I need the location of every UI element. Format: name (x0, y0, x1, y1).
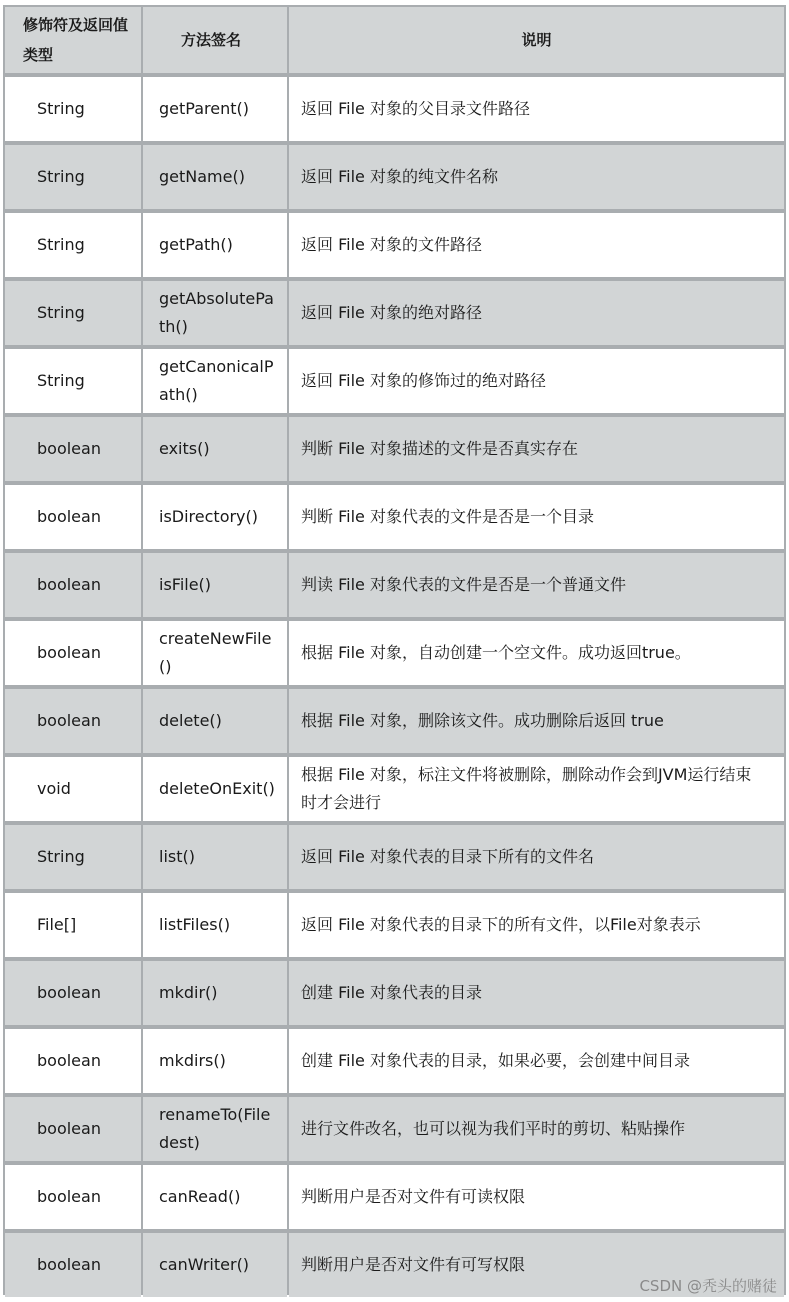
header-cell: 方法签名 (143, 7, 287, 73)
watermark: CSDN @秃头的赌徒 (639, 1277, 777, 1295)
description-cell (289, 553, 784, 617)
method-cell (143, 349, 287, 413)
method-cell (143, 825, 287, 889)
description-label: 创建 File 对象代表的目录 (301, 983, 482, 1002)
description-cell (289, 77, 784, 141)
method-label: deleteOnExit() (159, 779, 275, 798)
return-type-cell: String (5, 145, 141, 209)
file-methods-table (3, 5, 786, 1295)
description-cell (289, 621, 784, 685)
method-cell (143, 281, 287, 345)
description-cell (289, 1165, 784, 1229)
method-label: renameTo(File dest) (159, 1105, 271, 1152)
method-cell (143, 1165, 287, 1229)
method-cell (143, 1097, 287, 1161)
method-label: getParent() (159, 99, 249, 118)
return-type-cell: String (5, 825, 141, 889)
return-type-cell: boolean (5, 553, 141, 617)
description-cell (289, 485, 784, 549)
description-cell (289, 145, 784, 209)
description-cell (289, 1029, 784, 1093)
description-cell (289, 281, 784, 345)
description-label: 返回 File 对象的修饰过的绝对路径 (301, 371, 546, 390)
method-label: getAbsolutePath() (159, 289, 274, 336)
method-cell (143, 757, 287, 821)
method-label: getCanonicalPath() (159, 357, 274, 404)
method-cell (143, 145, 287, 209)
method-label: exits() (159, 439, 210, 458)
description-label: 根据 File 对象，删除该文件。成功删除后返回 true (301, 711, 664, 730)
method-cell (143, 961, 287, 1025)
method-label: listFiles() (159, 915, 231, 934)
description-cell (289, 825, 784, 889)
description-label: 返回 File 对象代表的目录下的所有文件，以File对象表示 (301, 915, 701, 934)
return-type-cell: boolean (5, 485, 141, 549)
method-cell (143, 689, 287, 753)
method-label: canWriter() (159, 1255, 250, 1274)
description-cell (289, 893, 784, 957)
description-label: 返回 File 对象代表的目录下所有的文件名 (301, 847, 594, 866)
method-label: canRead() (159, 1187, 241, 1206)
method-label: mkdir() (159, 983, 218, 1002)
description-cell (289, 417, 784, 481)
return-type-cell: boolean (5, 1097, 141, 1161)
return-type-cell: boolean (5, 961, 141, 1025)
method-cell (143, 213, 287, 277)
description-cell (289, 961, 784, 1025)
return-type-cell: boolean (5, 1029, 141, 1093)
description-label: 返回 File 对象的纯文件名称 (301, 167, 498, 186)
description-label: 判读 File 对象代表的文件是否是一个普通文件 (301, 575, 626, 594)
return-type-cell: String (5, 213, 141, 277)
header-cell: 说明 (289, 7, 784, 73)
description-label: 返回 File 对象的父目录文件路径 (301, 99, 530, 118)
method-cell (143, 1029, 287, 1093)
method-cell (143, 417, 287, 481)
method-cell (143, 621, 287, 685)
method-label: delete() (159, 711, 222, 730)
method-cell (143, 485, 287, 549)
return-type-cell: boolean (5, 1233, 141, 1297)
description-label: 判断用户是否对文件有可读权限 (301, 1187, 526, 1206)
method-cell (143, 553, 287, 617)
description-cell (289, 349, 784, 413)
description-label: 进行文件改名，也可以视为我们平时的剪切、粘贴操作 (301, 1119, 686, 1138)
method-cell (143, 1233, 287, 1297)
return-type-cell: boolean (5, 621, 141, 685)
description-cell (289, 757, 784, 821)
method-label: getName() (159, 167, 245, 186)
description-label: 判断 File 对象代表的文件是否是一个目录 (301, 507, 594, 526)
method-cell (143, 77, 287, 141)
description-cell (289, 213, 784, 277)
header-cell: 修饰符及返回值类型 (5, 7, 141, 73)
method-label: isDirectory() (159, 507, 259, 526)
return-type-cell: boolean (5, 689, 141, 753)
method-label: createNewFile() (159, 629, 272, 676)
method-label: list() (159, 847, 195, 866)
description-cell (289, 1097, 784, 1161)
method-label: getPath() (159, 235, 233, 254)
return-type-cell: boolean (5, 1165, 141, 1229)
description-label: 创建 File 对象代表的目录，如果必要，会创建中间目录 (301, 1051, 690, 1070)
description-label: 返回 File 对象的绝对路径 (301, 303, 482, 322)
description-label: 根据 File 对象，标注文件将被删除，删除动作会到JVM运行结束时才会进行 (301, 765, 752, 812)
return-type-cell: boolean (5, 417, 141, 481)
description-label: 判断 File 对象描述的文件是否真实存在 (301, 439, 578, 458)
return-type-cell: String (5, 281, 141, 345)
return-type-cell: void (5, 757, 141, 821)
description-label: 判断用户是否对文件有可写权限 (301, 1255, 526, 1274)
return-type-cell: String (5, 349, 141, 413)
method-label: isFile() (159, 575, 212, 594)
description-label: 返回 File 对象的文件路径 (301, 235, 482, 254)
description-cell (289, 689, 784, 753)
return-type-cell: File[] (5, 893, 141, 957)
method-cell (143, 893, 287, 957)
method-label: mkdirs() (159, 1051, 226, 1070)
return-type-cell: String (5, 77, 141, 141)
description-label: 根据 File 对象，自动创建一个空文件。成功返回true。 (301, 643, 691, 662)
